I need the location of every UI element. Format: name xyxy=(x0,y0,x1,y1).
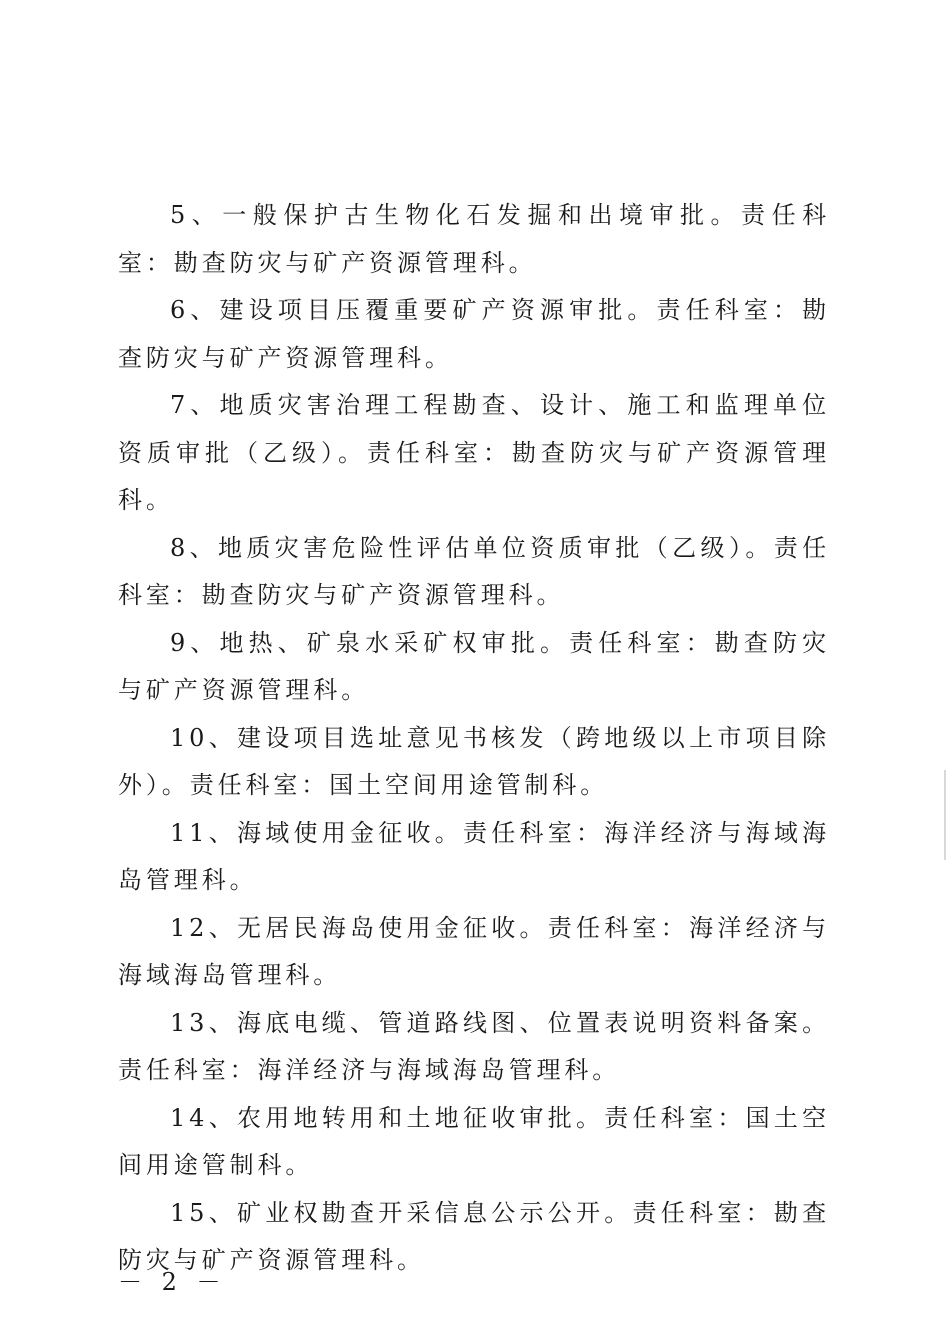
list-item-9: 9、地热、矿泉水采矿权审批。责任科室：勘查防灾与矿产资源管理科。 xyxy=(118,628,830,704)
list-item-12: 12、无居民海岛使用金征收。责任科室：海洋经济与海域海岛管理科。 xyxy=(118,913,830,989)
list-item-5: 5、一般保护古生物化石发掘和出境审批。责任科室：勘查防灾与矿产资源管理科。 xyxy=(118,201,830,277)
list-item-15: 15、矿业权勘查开采信息公示公开。责任科室：勘查防灾与矿产资源管理科。 xyxy=(118,1198,830,1274)
list-item-6: 6、建设项目压覆重要矿产资源审批。责任科室：勘查防灾与矿产资源管理科。 xyxy=(118,296,830,372)
list-item-10: 10、建设项目选址意见书核发（跨地级以上市项目除外）。责任科室：国土空间用途管制科。 xyxy=(118,723,830,799)
scan-edge-mark xyxy=(944,770,946,860)
page-number: － 2 － xyxy=(118,1268,227,1296)
list-item-8: 8、地质灾害危险性评估单位资质审批（乙级）。责任科室：勘查防灾与矿产资源管理科。 xyxy=(118,533,830,609)
list-item-14: 14、农用地转用和土地征收审批。责任科室：国土空间用途管制科。 xyxy=(118,1103,830,1179)
list-item-13: 13、海底电缆、管道路线图、位置表说明资料备案。责任科室：海洋经济与海域海岛管理科。 xyxy=(118,1008,830,1084)
list-item-11: 11、海域使用金征收。责任科室：海洋经济与海域海岛管理科。 xyxy=(118,818,830,894)
document-body xyxy=(118,192,830,1285)
list-item-7: 7、地质灾害治理工程勘查、设计、施工和监理单位资质审批（乙级）。责任科室：勘查防灾与矿产资源管理科。 xyxy=(118,391,830,514)
